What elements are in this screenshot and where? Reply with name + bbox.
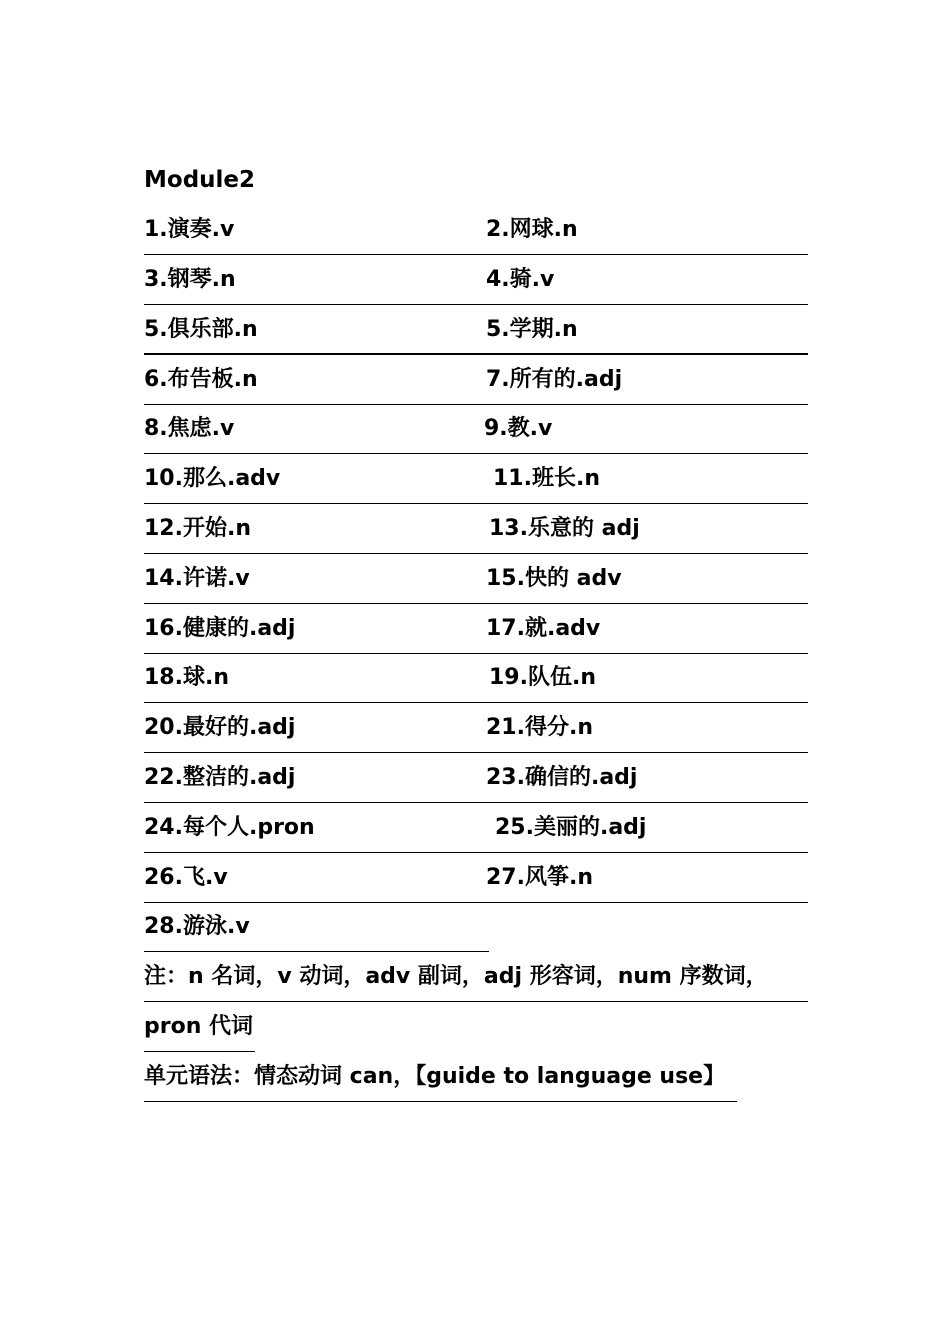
module-title: Module2 [144, 167, 256, 193]
note-line-2: pron 代词 [144, 1002, 255, 1052]
vocab-item: 5.学期.n [486, 317, 578, 342]
vocab-row [144, 454, 808, 504]
vocab-item: 8.焦虑.v [144, 416, 235, 441]
vocab-item: 25.美丽的.adj [495, 815, 647, 840]
vocab-row [144, 803, 808, 853]
vocab-item: 14.许诺.v [144, 566, 250, 591]
note-line-1: 注：n 名词，v 动词，adv 副词，adj 形容词，num 序数词， [144, 952, 808, 1002]
vocab-item: 6.布告板.n [144, 367, 258, 392]
vocab-item: 7.所有的.adj [486, 367, 623, 392]
vocab-item: 22.整洁的.adj [144, 765, 296, 790]
vocab-row [144, 554, 808, 604]
vocab-row [144, 404, 808, 454]
vocab-item: 11.班长.n [493, 466, 600, 491]
vocab-item: 15.快的 adv [486, 566, 622, 591]
vocab-item: 9.教.v [484, 416, 553, 441]
vocab-row [144, 504, 808, 554]
vocab-item: 23.确信的.adj [486, 765, 638, 790]
vocab-row [144, 653, 808, 703]
vocab-row [144, 853, 808, 903]
grammar-note: 单元语法：情态动词 can，【guide to language use】 [144, 1052, 737, 1102]
vocab-item: 10.那么.adv [144, 466, 281, 491]
vocab-row [144, 205, 808, 255]
vocab-row [144, 703, 808, 753]
vocab-row [144, 604, 808, 654]
vocab-item: 2.网球.n [486, 217, 578, 242]
vocab-item: 21.得分.n [486, 715, 593, 740]
vocab-item: 3.钢琴.n [144, 267, 236, 292]
vocab-item: 18.球.n [144, 665, 229, 690]
vocab-item: 27.风筝.n [486, 865, 593, 890]
vocab-row [144, 305, 808, 355]
vocab-item: 17.就.adv [486, 616, 601, 641]
vocab-row [144, 255, 808, 305]
vocab-item: 26.飞.v [144, 865, 228, 890]
vocab-item: 1.演奏.v [144, 217, 235, 242]
vocab-item: 24.每个人.pron [144, 815, 315, 840]
vocab-item-last: 28.游泳.v [144, 902, 489, 952]
vocab-item: 13.乐意的 adj [489, 516, 640, 541]
vocab-item: 12.开始.n [144, 516, 251, 541]
vocab-item: 16.健康的.adj [144, 616, 296, 641]
vocab-row [144, 753, 808, 803]
vocab-item: 4.骑.v [486, 267, 555, 292]
vocab-item: 20.最好的.adj [144, 715, 296, 740]
vocab-item: 19.队伍.n [489, 665, 596, 690]
vocab-row [144, 355, 808, 405]
vocab-item: 5.俱乐部.n [144, 317, 258, 342]
